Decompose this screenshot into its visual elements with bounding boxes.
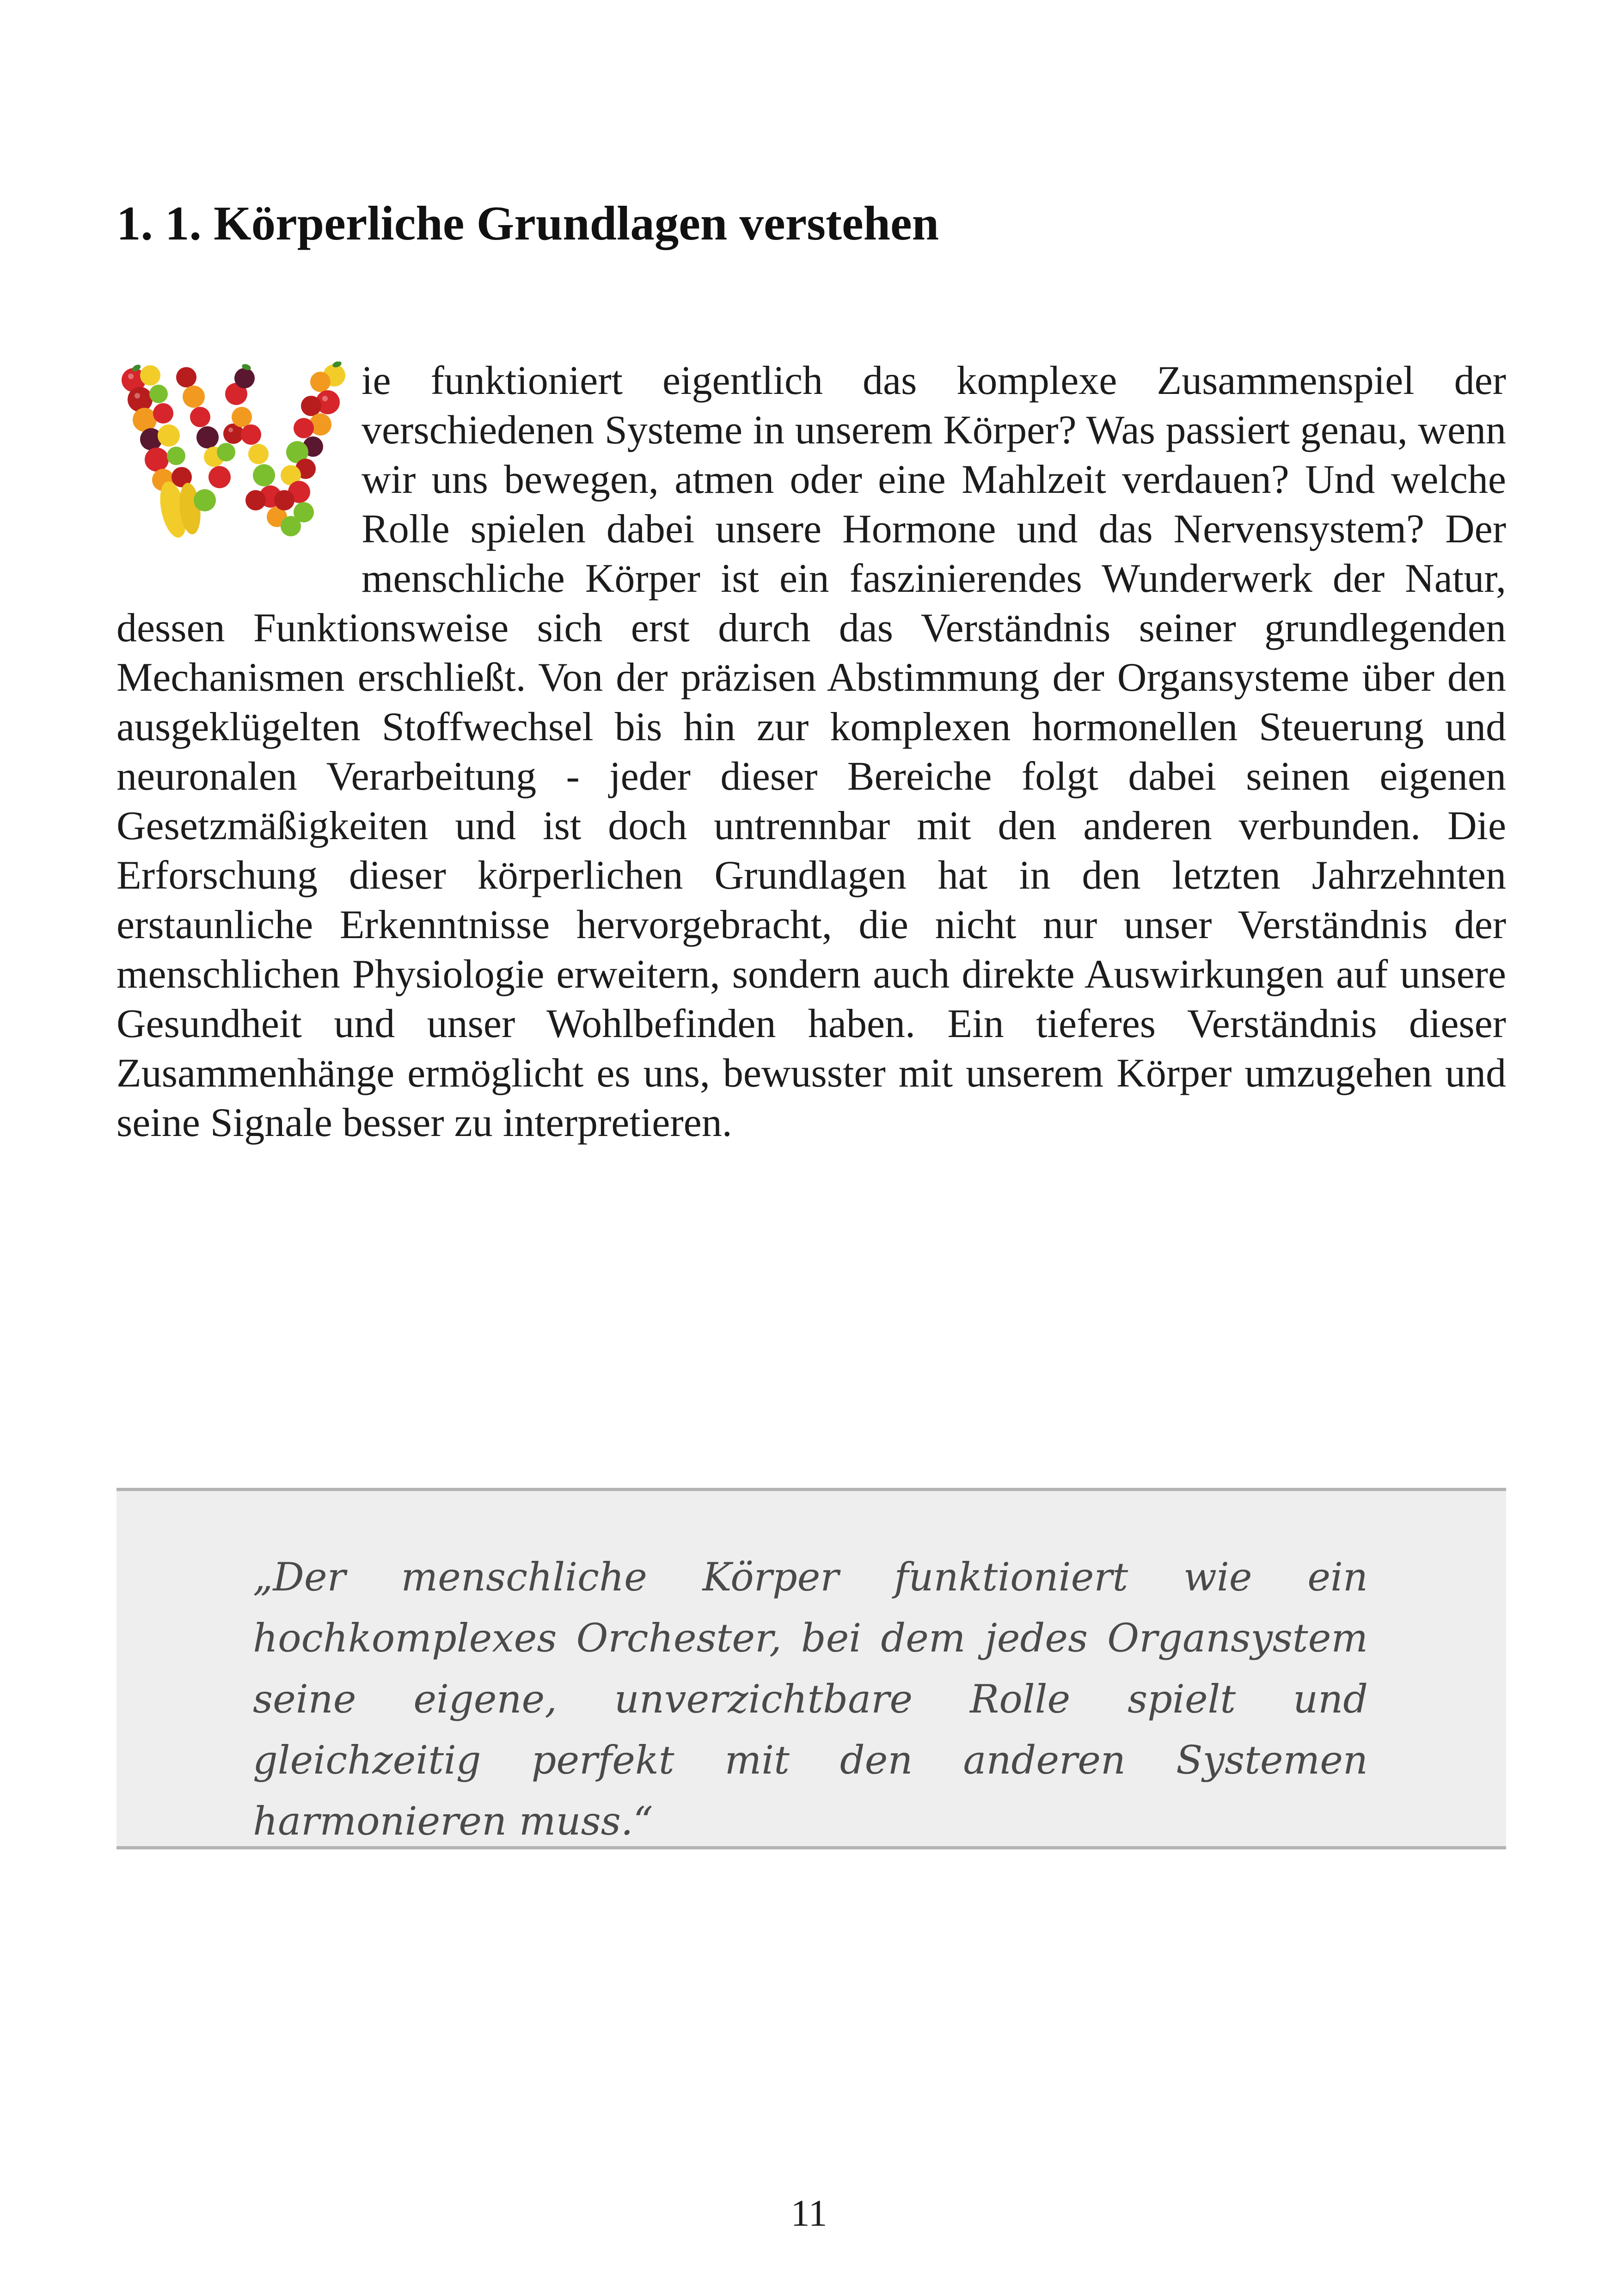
intro-paragraph — [116, 356, 1506, 1148]
section-heading: 1. 1. Körperliche Grundlagen verstehen — [116, 196, 939, 250]
page-number: 11 — [791, 2192, 827, 2234]
paragraph-body: ie funktioniert eigentlich das komplexe Zusammenspiel der verschiedenen Systeme in unserem Körper? Was passiert genau, wenn wir uns bewegen, atmen oder eine Mahlzeit verdauen? Und welche Rolle spielen dabei unsere Hormone und das Nervensystem? Der menschliche Körper ist ein faszinierendes Wunderwerk der Natur, dessen Funktionsweise sich erst durch das Verständnis seiner grundlegenden Mechanismen erschließt. Von der präzisen Abstimmung der Organsysteme über den ausgeklügelten Stoffwechsel bis hin zur komplexen hormonellen Steuerung und neuronalen Verarbeitung - jeder dieser Bereiche folgt dabei seinen eigenen Gesetzmäßigkeiten und ist doch untrennbar mit den anderen verbunden. Die Erforschung dieser körperlichen Grundlagen hat in den letzten Jahrzehnten erstaunliche Erkenntnisse hervorgebracht, die nicht nur unser Verständnis der menschlichen Physiologie erweitern, sondern auch direkte Auswirkungen auf unsere Gesundheit und unser Wohlbefinden haben. Ein tieferes Verständnis dieser Zusammenhänge ermöglicht es uns, bewusster mit unserem Körper umzugehen und seine Signale besser zu interpretieren. — [116, 358, 1506, 1145]
pull-quote-text: „Der menschliche Körper funktioniert wie ein hochkomplexes Orchester, bei dem jedes Organsystem seine eigene, unverzichtbare Rolle spielt und gleichzeitig perfekt mit den anderen Systemen harmonieren muss.“ — [253, 1554, 1368, 1844]
pull-quote-box — [116, 1488, 1506, 1849]
fruit-letter-w-icon — [116, 362, 349, 556]
